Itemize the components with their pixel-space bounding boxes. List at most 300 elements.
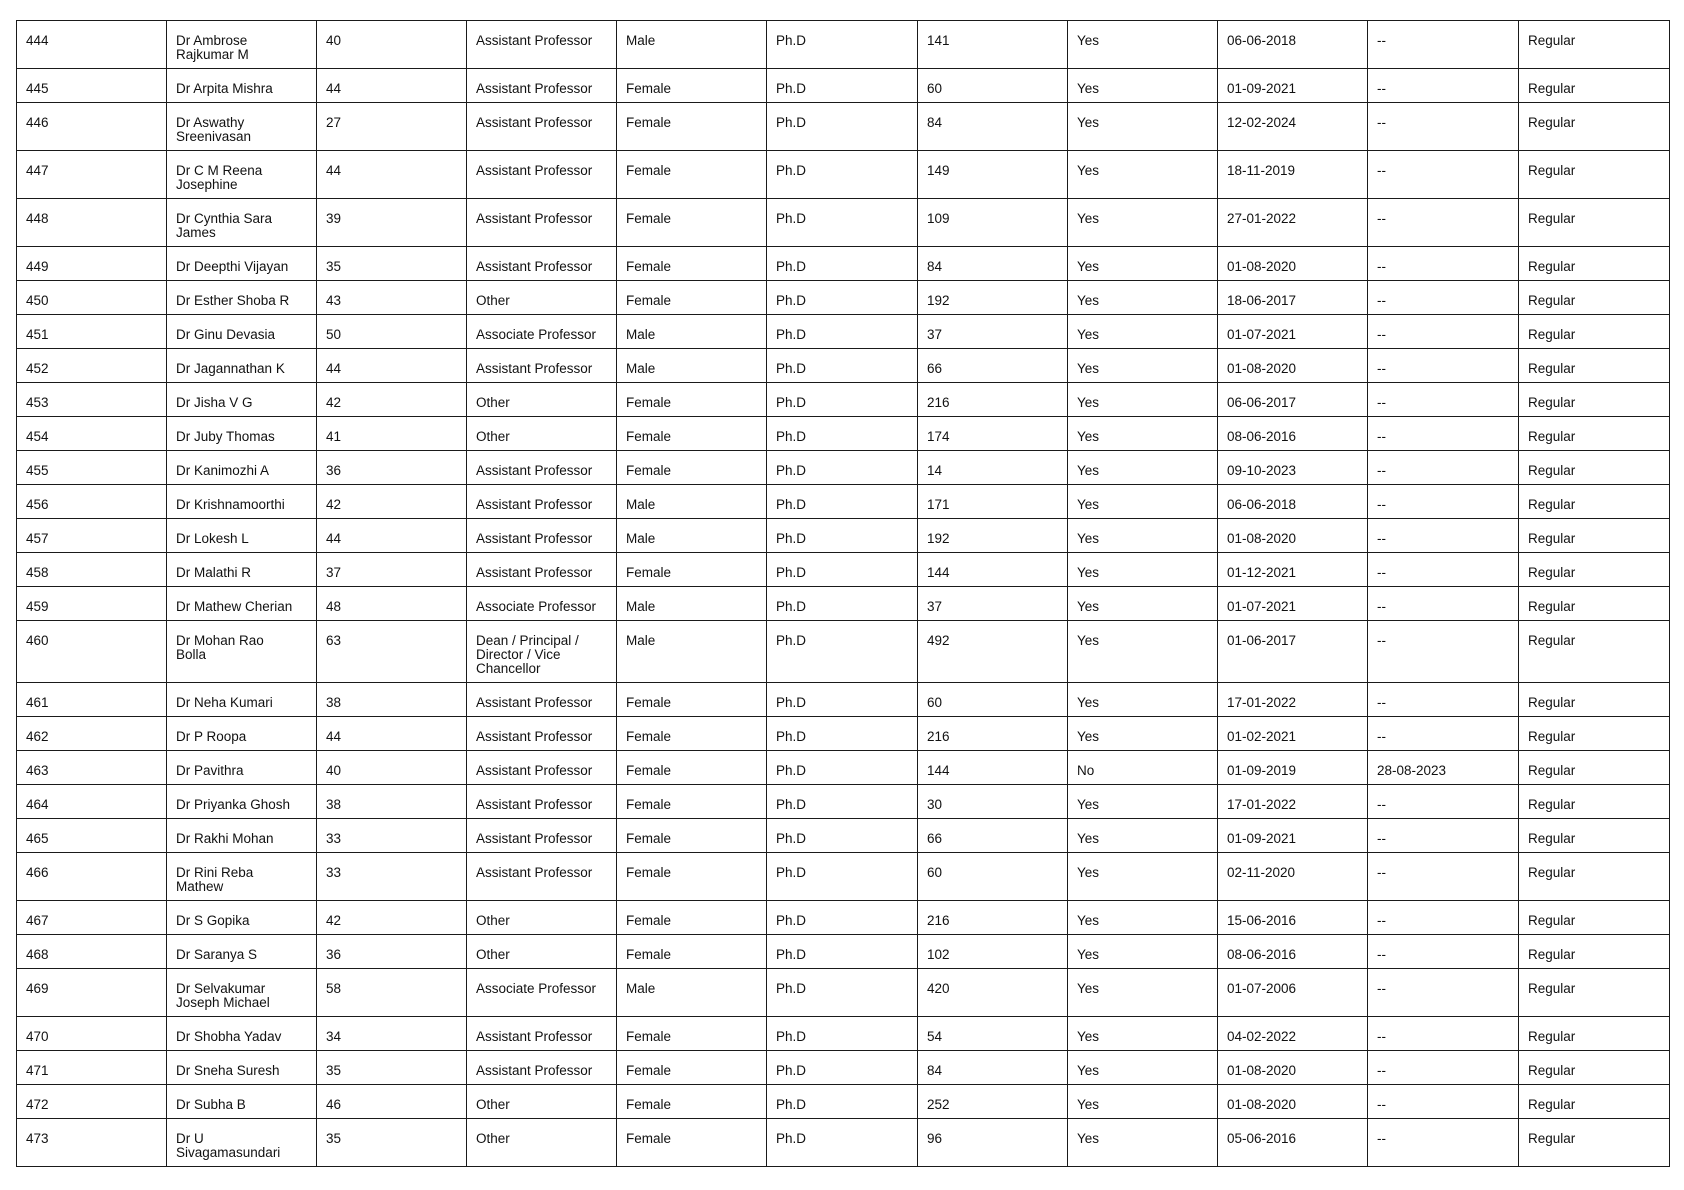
table-row: [17, 247, 1670, 281]
joining-date-cell: 01-06-2017: [1218, 621, 1368, 683]
name-cell: Dr Deepthi Vijayan: [167, 247, 317, 281]
leaving-date-cell: --: [1368, 587, 1519, 621]
qualification-cell: Ph.D: [767, 683, 918, 717]
table-row: [17, 451, 1670, 485]
gender-cell: Female: [617, 1085, 767, 1119]
gender-cell: Female: [617, 1017, 767, 1051]
age-cell: 44: [317, 717, 467, 751]
experience-cell: 144: [918, 751, 1068, 785]
qualification-cell: Ph.D: [767, 1017, 918, 1051]
leaving-date-cell: --: [1368, 969, 1519, 1017]
age-cell: 44: [317, 349, 467, 383]
serial-number-cell: 454: [17, 417, 167, 451]
age-cell: 38: [317, 785, 467, 819]
joining-date-cell: 08-06-2016: [1218, 935, 1368, 969]
table-row: [17, 935, 1670, 969]
joining-date-cell: 01-08-2020: [1218, 1085, 1368, 1119]
age-cell: 50: [317, 315, 467, 349]
name-cell: Dr Pavithra: [167, 751, 317, 785]
qualification-cell: Ph.D: [767, 485, 918, 519]
joining-date-cell: 17-01-2022: [1218, 683, 1368, 717]
currently-working-cell: Yes: [1068, 1085, 1218, 1119]
name-cell: Dr Shobha Yadav: [167, 1017, 317, 1051]
serial-number-cell: 457: [17, 519, 167, 553]
leaving-date-cell: --: [1368, 417, 1519, 451]
gender-cell: Male: [617, 621, 767, 683]
leaving-date-cell: --: [1368, 1085, 1519, 1119]
gender-cell: Female: [617, 383, 767, 417]
designation-cell: Associate Professor: [467, 315, 617, 349]
leaving-date-cell: --: [1368, 103, 1519, 151]
designation-cell: Assistant Professor: [467, 717, 617, 751]
age-cell: 42: [317, 383, 467, 417]
nature-of-appointment-cell: Regular: [1519, 281, 1670, 315]
joining-date-cell: 01-07-2021: [1218, 315, 1368, 349]
currently-working-cell: Yes: [1068, 969, 1218, 1017]
experience-cell: 84: [918, 1051, 1068, 1085]
gender-cell: Female: [617, 151, 767, 199]
joining-date-cell: 18-06-2017: [1218, 281, 1368, 315]
currently-working-cell: Yes: [1068, 621, 1218, 683]
leaving-date-cell: --: [1368, 485, 1519, 519]
qualification-cell: Ph.D: [767, 717, 918, 751]
leaving-date-cell: --: [1368, 1051, 1519, 1085]
nature-of-appointment-cell: Regular: [1519, 621, 1670, 683]
designation-cell: Other: [467, 1085, 617, 1119]
nature-of-appointment-cell: Regular: [1519, 1085, 1670, 1119]
experience-cell: 66: [918, 349, 1068, 383]
serial-number-cell: 444: [17, 21, 167, 69]
currently-working-cell: Yes: [1068, 819, 1218, 853]
name-cell: Dr Jagannathan K: [167, 349, 317, 383]
serial-number-cell: 450: [17, 281, 167, 315]
table-row: [17, 315, 1670, 349]
joining-date-cell: 01-07-2021: [1218, 587, 1368, 621]
serial-number-cell: 459: [17, 587, 167, 621]
gender-cell: Female: [617, 417, 767, 451]
gender-cell: Female: [617, 935, 767, 969]
designation-cell: Assistant Professor: [467, 519, 617, 553]
table-row: [17, 969, 1670, 1017]
designation-cell: Other: [467, 901, 617, 935]
nature-of-appointment-cell: Regular: [1519, 819, 1670, 853]
joining-date-cell: 08-06-2016: [1218, 417, 1368, 451]
nature-of-appointment-cell: Regular: [1519, 151, 1670, 199]
qualification-cell: Ph.D: [767, 349, 918, 383]
designation-cell: Assistant Professor: [467, 103, 617, 151]
table-row: [17, 1085, 1670, 1119]
nature-of-appointment-cell: Regular: [1519, 451, 1670, 485]
nature-of-appointment-cell: Regular: [1519, 901, 1670, 935]
experience-cell: 149: [918, 151, 1068, 199]
experience-cell: 30: [918, 785, 1068, 819]
gender-cell: Female: [617, 199, 767, 247]
name-cell: Dr Subha B: [167, 1085, 317, 1119]
name-cell: Dr Sneha Suresh: [167, 1051, 317, 1085]
nature-of-appointment-cell: Regular: [1519, 485, 1670, 519]
experience-cell: 84: [918, 247, 1068, 281]
designation-cell: Assistant Professor: [467, 21, 617, 69]
table-row: [17, 1017, 1670, 1051]
experience-cell: 54: [918, 1017, 1068, 1051]
qualification-cell: Ph.D: [767, 199, 918, 247]
leaving-date-cell: 28-08-2023: [1368, 751, 1519, 785]
qualification-cell: Ph.D: [767, 935, 918, 969]
leaving-date-cell: --: [1368, 247, 1519, 281]
currently-working-cell: Yes: [1068, 935, 1218, 969]
experience-cell: 102: [918, 935, 1068, 969]
currently-working-cell: Yes: [1068, 485, 1218, 519]
qualification-cell: Ph.D: [767, 315, 918, 349]
nature-of-appointment-cell: Regular: [1519, 717, 1670, 751]
designation-cell: Assistant Professor: [467, 349, 617, 383]
experience-cell: 84: [918, 103, 1068, 151]
gender-cell: Male: [617, 349, 767, 383]
experience-cell: 141: [918, 21, 1068, 69]
gender-cell: Female: [617, 751, 767, 785]
joining-date-cell: 09-10-2023: [1218, 451, 1368, 485]
name-cell: Dr Saranya S: [167, 935, 317, 969]
nature-of-appointment-cell: Regular: [1519, 969, 1670, 1017]
serial-number-cell: 460: [17, 621, 167, 683]
serial-number-cell: 448: [17, 199, 167, 247]
experience-cell: 192: [918, 519, 1068, 553]
gender-cell: Female: [617, 1119, 767, 1167]
experience-cell: 216: [918, 901, 1068, 935]
joining-date-cell: 04-02-2022: [1218, 1017, 1368, 1051]
qualification-cell: Ph.D: [767, 103, 918, 151]
age-cell: 33: [317, 853, 467, 901]
qualification-cell: Ph.D: [767, 901, 918, 935]
age-cell: 40: [317, 21, 467, 69]
joining-date-cell: 01-08-2020: [1218, 247, 1368, 281]
table-row: [17, 199, 1670, 247]
leaving-date-cell: --: [1368, 151, 1519, 199]
age-cell: 44: [317, 69, 467, 103]
qualification-cell: Ph.D: [767, 21, 918, 69]
age-cell: 44: [317, 519, 467, 553]
table-row: [17, 151, 1670, 199]
qualification-cell: Ph.D: [767, 1051, 918, 1085]
gender-cell: Female: [617, 103, 767, 151]
gender-cell: Female: [617, 281, 767, 315]
age-cell: 48: [317, 587, 467, 621]
serial-number-cell: 458: [17, 553, 167, 587]
serial-number-cell: 461: [17, 683, 167, 717]
currently-working-cell: Yes: [1068, 553, 1218, 587]
serial-number-cell: 468: [17, 935, 167, 969]
joining-date-cell: 01-07-2006: [1218, 969, 1368, 1017]
leaving-date-cell: --: [1368, 683, 1519, 717]
currently-working-cell: Yes: [1068, 451, 1218, 485]
name-cell: Dr Cynthia Sara James: [167, 199, 317, 247]
leaving-date-cell: --: [1368, 21, 1519, 69]
name-cell: Dr Lokesh L: [167, 519, 317, 553]
leaving-date-cell: --: [1368, 199, 1519, 247]
designation-cell: Other: [467, 383, 617, 417]
serial-number-cell: 472: [17, 1085, 167, 1119]
age-cell: 43: [317, 281, 467, 315]
leaving-date-cell: --: [1368, 553, 1519, 587]
serial-number-cell: 447: [17, 151, 167, 199]
serial-number-cell: 465: [17, 819, 167, 853]
qualification-cell: Ph.D: [767, 969, 918, 1017]
gender-cell: Female: [617, 247, 767, 281]
gender-cell: Female: [617, 819, 767, 853]
table-row: [17, 683, 1670, 717]
age-cell: 42: [317, 485, 467, 519]
age-cell: 39: [317, 199, 467, 247]
currently-working-cell: Yes: [1068, 281, 1218, 315]
experience-cell: 492: [918, 621, 1068, 683]
gender-cell: Female: [617, 1051, 767, 1085]
qualification-cell: Ph.D: [767, 519, 918, 553]
qualification-cell: Ph.D: [767, 785, 918, 819]
nature-of-appointment-cell: Regular: [1519, 1017, 1670, 1051]
nature-of-appointment-cell: Regular: [1519, 587, 1670, 621]
joining-date-cell: 12-02-2024: [1218, 103, 1368, 151]
name-cell: Dr Malathi R: [167, 553, 317, 587]
name-cell: Dr Esther Shoba R: [167, 281, 317, 315]
table-row: [17, 1051, 1670, 1085]
name-cell: Dr Selvakumar Joseph Michael: [167, 969, 317, 1017]
qualification-cell: Ph.D: [767, 621, 918, 683]
serial-number-cell: 467: [17, 901, 167, 935]
age-cell: 27: [317, 103, 467, 151]
experience-cell: 174: [918, 417, 1068, 451]
designation-cell: Assistant Professor: [467, 553, 617, 587]
joining-date-cell: 01-09-2021: [1218, 69, 1368, 103]
designation-cell: Associate Professor: [467, 587, 617, 621]
qualification-cell: Ph.D: [767, 553, 918, 587]
qualification-cell: Ph.D: [767, 151, 918, 199]
leaving-date-cell: --: [1368, 785, 1519, 819]
age-cell: 58: [317, 969, 467, 1017]
qualification-cell: Ph.D: [767, 281, 918, 315]
joining-date-cell: 17-01-2022: [1218, 785, 1368, 819]
designation-cell: Assistant Professor: [467, 683, 617, 717]
name-cell: Dr Arpita Mishra: [167, 69, 317, 103]
nature-of-appointment-cell: Regular: [1519, 199, 1670, 247]
experience-cell: 216: [918, 383, 1068, 417]
table-row: [17, 519, 1670, 553]
nature-of-appointment-cell: Regular: [1519, 69, 1670, 103]
joining-date-cell: 01-02-2021: [1218, 717, 1368, 751]
qualification-cell: Ph.D: [767, 247, 918, 281]
name-cell: Dr P Roopa: [167, 717, 317, 751]
joining-date-cell: 01-08-2020: [1218, 1051, 1368, 1085]
nature-of-appointment-cell: Regular: [1519, 785, 1670, 819]
serial-number-cell: 466: [17, 853, 167, 901]
name-cell: Dr Kanimozhi A: [167, 451, 317, 485]
leaving-date-cell: --: [1368, 451, 1519, 485]
age-cell: 37: [317, 553, 467, 587]
nature-of-appointment-cell: Regular: [1519, 103, 1670, 151]
experience-cell: 14: [918, 451, 1068, 485]
table-row: [17, 103, 1670, 151]
currently-working-cell: Yes: [1068, 1119, 1218, 1167]
joining-date-cell: 06-06-2017: [1218, 383, 1368, 417]
gender-cell: Male: [617, 21, 767, 69]
qualification-cell: Ph.D: [767, 1085, 918, 1119]
leaving-date-cell: --: [1368, 853, 1519, 901]
age-cell: 34: [317, 1017, 467, 1051]
leaving-date-cell: --: [1368, 281, 1519, 315]
serial-number-cell: 455: [17, 451, 167, 485]
name-cell: Dr Aswathy Sreenivasan: [167, 103, 317, 151]
nature-of-appointment-cell: Regular: [1519, 1119, 1670, 1167]
designation-cell: Assistant Professor: [467, 1051, 617, 1085]
table-row: [17, 485, 1670, 519]
qualification-cell: Ph.D: [767, 1119, 918, 1167]
experience-cell: 216: [918, 717, 1068, 751]
nature-of-appointment-cell: Regular: [1519, 247, 1670, 281]
name-cell: Dr Neha Kumari: [167, 683, 317, 717]
designation-cell: Assistant Professor: [467, 199, 617, 247]
age-cell: 63: [317, 621, 467, 683]
qualification-cell: Ph.D: [767, 751, 918, 785]
age-cell: 35: [317, 1051, 467, 1085]
leaving-date-cell: --: [1368, 935, 1519, 969]
joining-date-cell: 01-09-2019: [1218, 751, 1368, 785]
designation-cell: Assistant Professor: [467, 151, 617, 199]
gender-cell: Female: [617, 717, 767, 751]
joining-date-cell: 01-12-2021: [1218, 553, 1368, 587]
name-cell: Dr Ambrose Rajkumar M: [167, 21, 317, 69]
experience-cell: 420: [918, 969, 1068, 1017]
table-row: [17, 751, 1670, 785]
currently-working-cell: Yes: [1068, 349, 1218, 383]
age-cell: 40: [317, 751, 467, 785]
qualification-cell: Ph.D: [767, 383, 918, 417]
serial-number-cell: 464: [17, 785, 167, 819]
gender-cell: Male: [617, 969, 767, 1017]
currently-working-cell: Yes: [1068, 519, 1218, 553]
age-cell: 44: [317, 151, 467, 199]
name-cell: Dr Priyanka Ghosh: [167, 785, 317, 819]
name-cell: Dr C M Reena Josephine: [167, 151, 317, 199]
serial-number-cell: 462: [17, 717, 167, 751]
designation-cell: Dean / Principal / Director / Vice Chancellor: [467, 621, 617, 683]
currently-working-cell: Yes: [1068, 151, 1218, 199]
currently-working-cell: Yes: [1068, 383, 1218, 417]
leaving-date-cell: --: [1368, 901, 1519, 935]
designation-cell: Other: [467, 281, 617, 315]
table-row: [17, 819, 1670, 853]
designation-cell: Assistant Professor: [467, 485, 617, 519]
leaving-date-cell: --: [1368, 717, 1519, 751]
gender-cell: Male: [617, 587, 767, 621]
table-row: [17, 553, 1670, 587]
name-cell: Dr Jisha V G: [167, 383, 317, 417]
currently-working-cell: Yes: [1068, 69, 1218, 103]
qualification-cell: Ph.D: [767, 69, 918, 103]
age-cell: 41: [317, 417, 467, 451]
leaving-date-cell: --: [1368, 1017, 1519, 1051]
leaving-date-cell: --: [1368, 349, 1519, 383]
serial-number-cell: 449: [17, 247, 167, 281]
nature-of-appointment-cell: Regular: [1519, 383, 1670, 417]
designation-cell: Assistant Professor: [467, 247, 617, 281]
gender-cell: Female: [617, 683, 767, 717]
designation-cell: Assistant Professor: [467, 853, 617, 901]
currently-working-cell: No: [1068, 751, 1218, 785]
currently-working-cell: Yes: [1068, 103, 1218, 151]
table-body: [17, 21, 1670, 1167]
currently-working-cell: Yes: [1068, 587, 1218, 621]
nature-of-appointment-cell: Regular: [1519, 315, 1670, 349]
currently-working-cell: Yes: [1068, 247, 1218, 281]
table-row: [17, 21, 1670, 69]
designation-cell: Assistant Professor: [467, 819, 617, 853]
table-row: [17, 349, 1670, 383]
experience-cell: 37: [918, 315, 1068, 349]
designation-cell: Assistant Professor: [467, 69, 617, 103]
serial-number-cell: 446: [17, 103, 167, 151]
qualification-cell: Ph.D: [767, 853, 918, 901]
joining-date-cell: 06-06-2018: [1218, 485, 1368, 519]
gender-cell: Female: [617, 553, 767, 587]
name-cell: Dr Rakhi Mohan: [167, 819, 317, 853]
name-cell: Dr Rini Reba Mathew: [167, 853, 317, 901]
gender-cell: Male: [617, 519, 767, 553]
table-row: [17, 1119, 1670, 1167]
table-row: [17, 587, 1670, 621]
designation-cell: Other: [467, 417, 617, 451]
age-cell: 35: [317, 1119, 467, 1167]
experience-cell: 60: [918, 853, 1068, 901]
currently-working-cell: Yes: [1068, 1017, 1218, 1051]
nature-of-appointment-cell: Regular: [1519, 853, 1670, 901]
currently-working-cell: Yes: [1068, 683, 1218, 717]
currently-working-cell: Yes: [1068, 717, 1218, 751]
nature-of-appointment-cell: Regular: [1519, 553, 1670, 587]
name-cell: Dr Ginu Devasia: [167, 315, 317, 349]
gender-cell: Female: [617, 451, 767, 485]
faculty-table: [16, 20, 1670, 1167]
experience-cell: 96: [918, 1119, 1068, 1167]
experience-cell: 144: [918, 553, 1068, 587]
experience-cell: 109: [918, 199, 1068, 247]
designation-cell: Assistant Professor: [467, 451, 617, 485]
name-cell: Dr Mohan Rao Bolla: [167, 621, 317, 683]
table-row: [17, 417, 1670, 451]
serial-number-cell: 473: [17, 1119, 167, 1167]
serial-number-cell: 452: [17, 349, 167, 383]
leaving-date-cell: --: [1368, 621, 1519, 683]
experience-cell: 252: [918, 1085, 1068, 1119]
qualification-cell: Ph.D: [767, 587, 918, 621]
currently-working-cell: Yes: [1068, 199, 1218, 247]
age-cell: 33: [317, 819, 467, 853]
gender-cell: Male: [617, 485, 767, 519]
experience-cell: 37: [918, 587, 1068, 621]
qualification-cell: Ph.D: [767, 819, 918, 853]
currently-working-cell: Yes: [1068, 417, 1218, 451]
name-cell: Dr Krishnamoorthi: [167, 485, 317, 519]
name-cell: Dr Mathew Cherian: [167, 587, 317, 621]
joining-date-cell: 01-08-2020: [1218, 519, 1368, 553]
joining-date-cell: 06-06-2018: [1218, 21, 1368, 69]
serial-number-cell: 456: [17, 485, 167, 519]
experience-cell: 171: [918, 485, 1068, 519]
nature-of-appointment-cell: Regular: [1519, 519, 1670, 553]
qualification-cell: Ph.D: [767, 451, 918, 485]
serial-number-cell: 469: [17, 969, 167, 1017]
serial-number-cell: 445: [17, 69, 167, 103]
table-row: [17, 69, 1670, 103]
nature-of-appointment-cell: Regular: [1519, 935, 1670, 969]
